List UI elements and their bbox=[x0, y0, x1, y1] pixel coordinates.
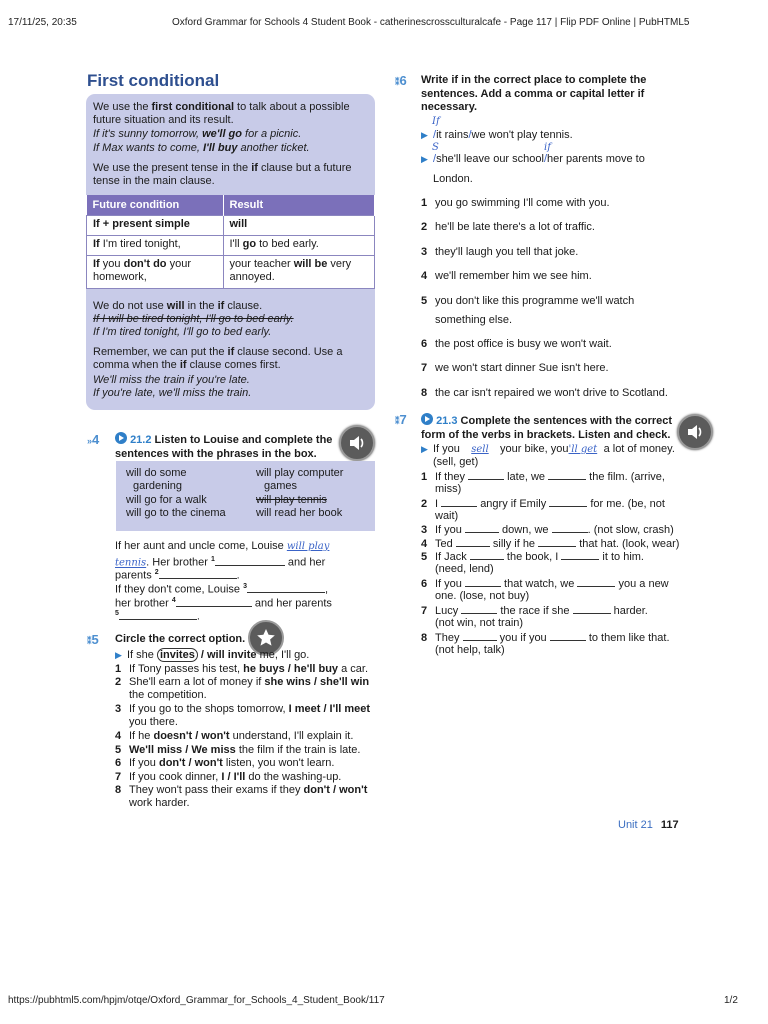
print-datetime: 17/11/25, 20:35 bbox=[8, 17, 77, 28]
option-choice[interactable]: don't / won't bbox=[303, 784, 368, 796]
grammar-rule-1: We use the first conditional to talk about a possible future situation and its result. bbox=[93, 101, 350, 127]
print-url: https://pubhtml5.com/hpjm/otqe/Oxford_Grammar_for_Schools_4_Student_Book/117 bbox=[8, 995, 385, 1006]
grammar-rule-2: We use the present tense in the if clause but a future tense in the main clause. bbox=[93, 162, 352, 188]
audio-track-icon bbox=[421, 413, 433, 425]
exercise-4-text-line: If her aunt and uncle come, Louise will play bbox=[115, 540, 330, 552]
answer-blank[interactable] bbox=[119, 610, 197, 620]
answer-blank[interactable] bbox=[470, 550, 504, 560]
exercise-5-item: 7 If you cook dinner, I / I'll do the washing-up. bbox=[115, 771, 342, 783]
table-header: Result bbox=[223, 195, 375, 216]
answer-blank[interactable] bbox=[552, 523, 588, 533]
answer-blank[interactable] bbox=[549, 497, 587, 507]
exercise-5-item-cont: the competition. bbox=[129, 689, 207, 701]
exercise-5-number: ⁑5 bbox=[87, 632, 99, 647]
exercise-5-item: 5 We'll miss / We miss the film if the train is late. bbox=[115, 744, 361, 756]
page-number: 117 bbox=[660, 819, 679, 831]
exercise-6-item: 5 you don't like this programme we'll watch bbox=[421, 295, 635, 307]
handwritten-correction: S bbox=[432, 142, 439, 153]
exercise-7-item: 7 Lucy the race if she harder. bbox=[421, 605, 648, 617]
exercise-5-item: 8 They won't pass their exams if they don't / won't bbox=[115, 784, 368, 796]
answer-blank[interactable] bbox=[461, 604, 497, 614]
answer-blank[interactable] bbox=[441, 497, 477, 507]
exercise-7-instruction: 21.3 Complete the sentences with the correct form of the verbs in brackets. Listen and check. bbox=[421, 415, 673, 441]
phrase: will play computer bbox=[256, 467, 344, 479]
table-cell: will bbox=[223, 216, 375, 236]
exercise-6-item: 6 the post office is busy we won't wait. bbox=[421, 338, 612, 350]
speaker-icon[interactable] bbox=[339, 425, 375, 461]
grammar-table bbox=[86, 195, 375, 289]
phrase: gardening bbox=[133, 480, 182, 492]
exercise-5-item: ▶ If she invites / will invite me, I'll go. bbox=[115, 649, 310, 661]
table-cell: If you don't do your homework, bbox=[87, 256, 224, 289]
exercise-4-text-line: $^5$ . bbox=[115, 610, 200, 623]
exercise-4-instruction: 21.2 Listen to Louise and complete the sentences with the phrases in the box. bbox=[115, 434, 333, 460]
answer-blank[interactable] bbox=[176, 597, 252, 607]
exercise-5-item: 1 If Tony passes his test, he buys / he'll buy a car. bbox=[115, 663, 369, 675]
exercise-5-item: 4 If he doesn't / won't understand, I'll explain it. bbox=[115, 730, 354, 742]
option-choice[interactable]: I / I'll bbox=[221, 771, 246, 783]
exercise-7-example-hint: (sell, get) bbox=[433, 456, 479, 468]
grammar-rule-3: We do not use will in the if clause. bbox=[93, 300, 263, 312]
answer-blank[interactable] bbox=[215, 556, 285, 566]
phrase-used: will play tennis bbox=[256, 494, 327, 506]
print-title: Oxford Grammar for Schools 4 Student Book - catherinescrossculturalcafe - Page 117 | Flip PDF Online | PubHTML5 bbox=[172, 17, 690, 28]
answer-blank[interactable] bbox=[159, 569, 237, 579]
handwritten-correction: If bbox=[432, 116, 440, 127]
exercise-4-text-line: her brother $^4$ and her parents bbox=[115, 597, 332, 610]
exercise-7-item: 4 Ted silly if he that hat. (look, wear) bbox=[421, 538, 680, 550]
exercise-7-item: 3 If you down, we . (not slow, crash) bbox=[421, 524, 674, 536]
exercise-6-example-2-cont: London. bbox=[433, 173, 473, 185]
exercise-5-item-cont: work harder. bbox=[129, 797, 190, 809]
exercise-6-item: 8 the car isn't repaired we won't drive to Scotland. bbox=[421, 387, 668, 399]
exercise-5-item: 3 If you go to the shops tomorrow, I meet / I'll meet bbox=[115, 703, 371, 715]
exercise-5-item: 6 If you don't / won't listen, you won't learn. bbox=[115, 757, 335, 769]
grammar-wrong-example: If I will be tired tonight, I'll go to bed early. bbox=[93, 313, 294, 325]
answer-blank[interactable] bbox=[548, 470, 586, 480]
table-cell: If + present simple bbox=[87, 216, 224, 236]
phrase: will go to the cinema bbox=[126, 507, 226, 519]
speaker-icon[interactable] bbox=[677, 414, 713, 450]
unit-label: Unit 21 bbox=[618, 819, 653, 831]
exercise-7-item-cont: (need, lend) bbox=[435, 563, 494, 575]
print-page-count: 1/2 bbox=[724, 995, 738, 1006]
exercise-6-example-2: ▶ /she'll leave our school/her parents move to bbox=[421, 153, 645, 165]
exercise-6-example-1: ▶ /it rains/we won't play tennis. bbox=[421, 129, 573, 141]
grammar-example-3: We'll miss the train if you're late. bbox=[93, 374, 250, 386]
option-choice[interactable]: We'll miss / We miss bbox=[129, 744, 236, 756]
handwritten-correction: if bbox=[544, 142, 551, 153]
exercise-7-item: 5 If Jack the book, I it to him. bbox=[421, 551, 644, 563]
exercise-4-text-line: If they don't come, Louise $^3$ , bbox=[115, 583, 329, 596]
table-header: Future condition bbox=[87, 195, 224, 216]
exercise-7-item: 8 They you if you to them like that. bbox=[421, 632, 670, 644]
exercise-6-instruction: Write if in the correct place to complete the sentences. Add a comma or capital letter if necessary. bbox=[421, 74, 647, 113]
exercise-7-item-cont: (not win, not train) bbox=[435, 617, 524, 629]
grammar-rule-4: Remember, we can put the if clause second. Use a comma when the if clause comes first. bbox=[93, 346, 343, 372]
grammar-right-example: If I'm tired tonight, I'll go to bed early. bbox=[93, 326, 272, 338]
exercise-6-item: 1 you go swimming I'll come with you. bbox=[421, 197, 610, 209]
example-arrow-icon: ▶ bbox=[421, 154, 428, 164]
page-title: First conditional bbox=[87, 71, 220, 90]
option-choice[interactable]: he buys / he'll buy bbox=[243, 663, 339, 675]
exercise-7-item-cont: wait) bbox=[435, 510, 459, 522]
table-cell: your teacher will be very annoyed. bbox=[223, 256, 375, 289]
exercise-6-item: 4 we'll remember him we see him. bbox=[421, 270, 592, 282]
exercise-7-item: 1 If they late, we the film. (arrive, bbox=[421, 471, 665, 483]
exercise-7-item-cont: miss) bbox=[435, 483, 462, 495]
option-choice[interactable]: don't / won't bbox=[158, 757, 223, 769]
example-arrow-icon: ▶ bbox=[421, 444, 428, 454]
exercise-4-number: »4 bbox=[87, 432, 100, 447]
phrase: will go for a walk bbox=[126, 494, 207, 506]
table-cell: I'll go to bed early. bbox=[223, 236, 375, 256]
answer-blank[interactable] bbox=[573, 604, 611, 614]
exercise-7-item: 2 I angry if Emily for me. (be, not bbox=[421, 498, 665, 510]
answer-blank[interactable] bbox=[463, 631, 497, 641]
exercise-7-item-cont: one. (lose, not buy) bbox=[435, 590, 530, 602]
unit-footer bbox=[618, 819, 679, 831]
exercise-7-item-cont: (not help, talk) bbox=[435, 644, 505, 656]
exercise-7-example: ▶ If you sell your bike, you'll get a lot of money. bbox=[421, 443, 675, 455]
audio-track-icon bbox=[115, 432, 127, 444]
option-choice[interactable]: she wins / she'll win bbox=[264, 676, 370, 688]
option-choice[interactable]: doesn't / won't bbox=[153, 730, 230, 742]
answer-blank[interactable] bbox=[465, 577, 501, 587]
option-choice[interactable]: I meet / I'll meet bbox=[288, 703, 371, 715]
exercise-6-item: 2 he'll be late there's a lot of traffic. bbox=[421, 221, 595, 233]
exercise-5-item-cont: you there. bbox=[129, 716, 178, 728]
answer-blank[interactable] bbox=[456, 537, 490, 547]
exercise-5-item: 2 She'll earn a lot of money if she wins / she'll win bbox=[115, 676, 370, 688]
phrase: will read her book bbox=[256, 507, 343, 519]
exercise-6-item: 3 they'll laugh you tell that joke. bbox=[421, 246, 579, 258]
exercise-6-item: something else. bbox=[435, 314, 513, 326]
answer-blank[interactable] bbox=[577, 577, 615, 587]
exercise-7-item: 6 If you that watch, we you a new bbox=[421, 578, 669, 590]
example-arrow-icon: ▶ bbox=[421, 130, 428, 140]
grammar-example-1: If it's sunny tomorrow, we'll go for a picnic. bbox=[93, 128, 302, 140]
table-cell: If I'm tired tonight, bbox=[87, 236, 224, 256]
answer-blank[interactable] bbox=[561, 550, 599, 560]
answer-blank[interactable] bbox=[538, 537, 576, 547]
answer-blank[interactable] bbox=[247, 583, 325, 593]
answer-blank[interactable] bbox=[550, 631, 586, 641]
exercise-6-item: 7 we won't start dinner Sue isn't here. bbox=[421, 362, 609, 374]
exercise-4-text-line: tennis. Her brother $^1$ and her bbox=[115, 556, 326, 569]
answer-blank[interactable] bbox=[468, 470, 504, 480]
exercise-6-number: ⁑6 bbox=[395, 73, 407, 88]
grammar-example-2: If Max wants to come, I'll buy another ticket. bbox=[93, 142, 310, 154]
exercise-5-instruction: Circle the correct option. bbox=[115, 633, 246, 645]
answer-blank[interactable] bbox=[465, 523, 499, 533]
phrase: games bbox=[264, 480, 298, 492]
phrase: will do some bbox=[126, 467, 187, 479]
exercise-4-text-line: parents $^2$ . bbox=[115, 569, 240, 582]
option-choice[interactable]: invites bbox=[157, 648, 198, 662]
grammar-example-4: If you're late, we'll miss the train. bbox=[93, 387, 252, 399]
exercise-7-number: ⁑7 bbox=[395, 412, 407, 427]
